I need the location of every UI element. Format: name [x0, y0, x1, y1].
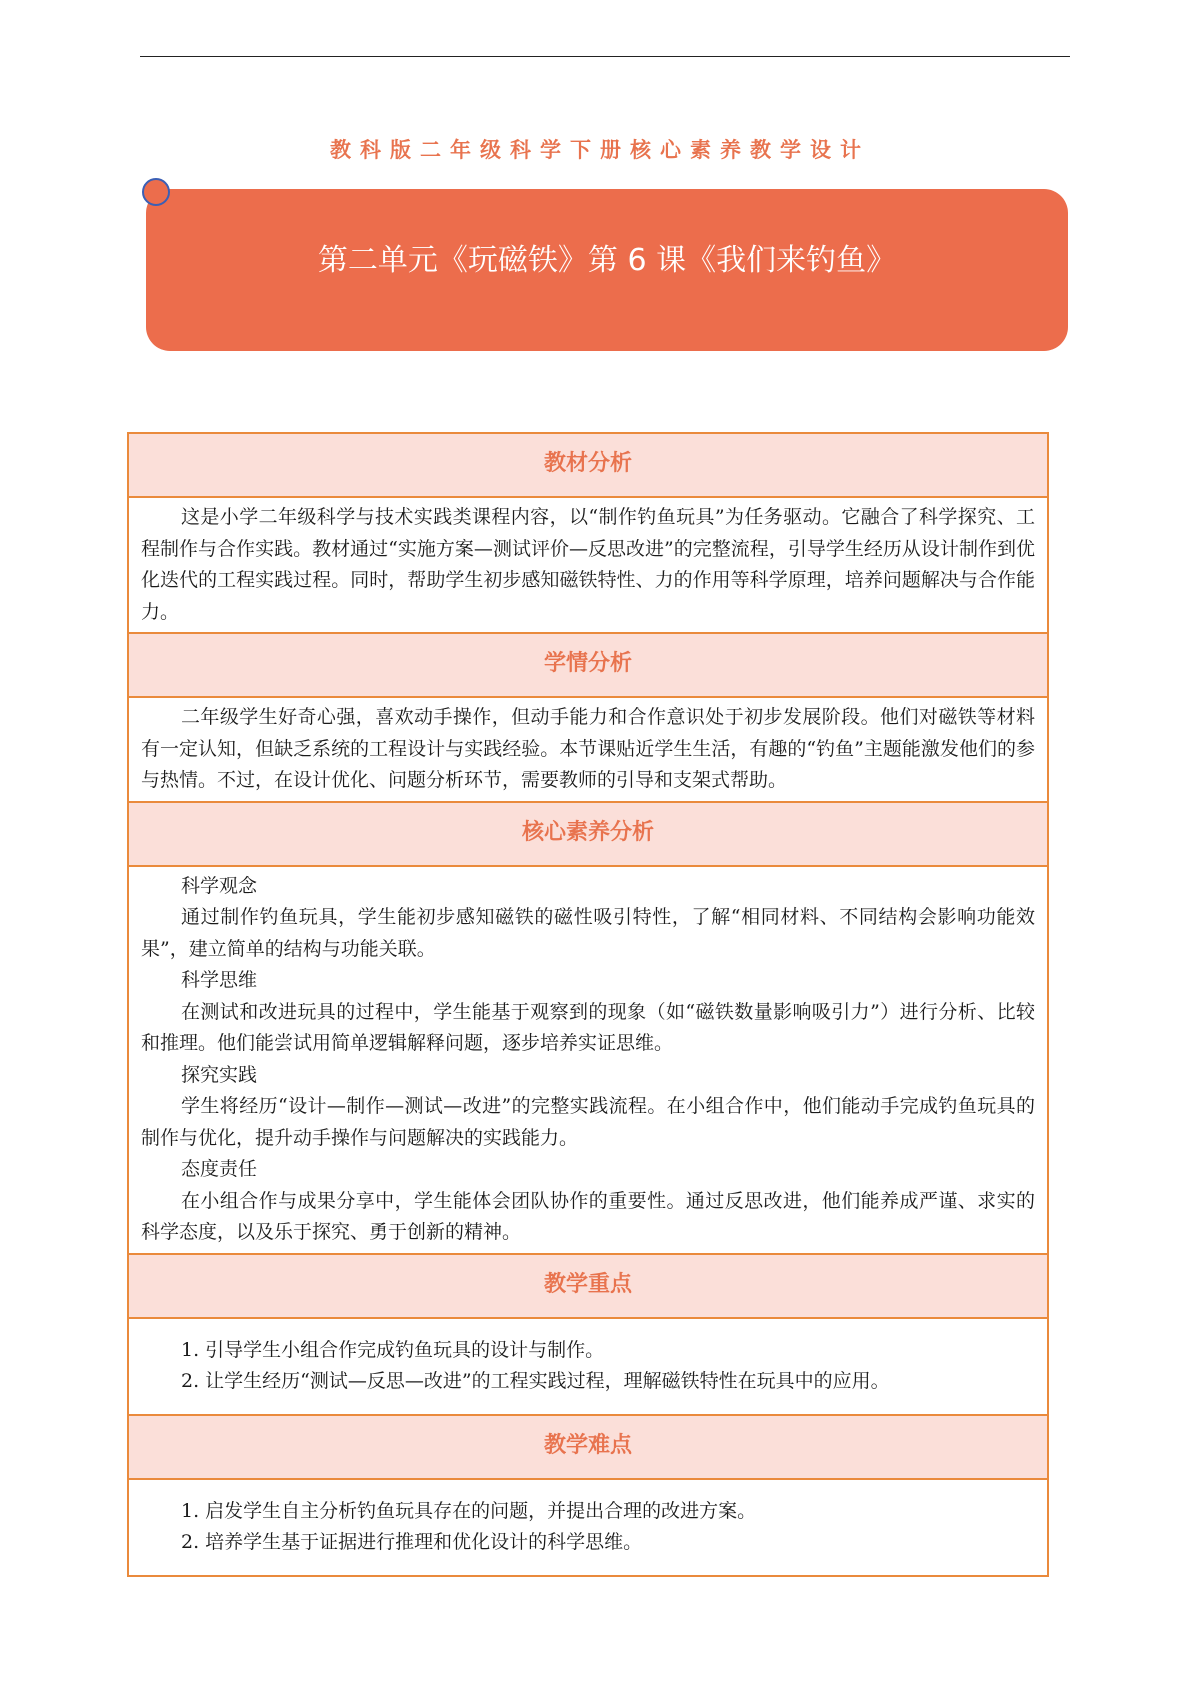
- literacy-subheading: 态度责任: [181, 1158, 258, 1180]
- section-body-students: [129, 698, 1047, 803]
- list-item: 2. 让学生经历“测试—反思—改进”的工程实践过程，理解磁铁特性在玩具中的应用。: [181, 1370, 890, 1392]
- banner-dot-icon: [142, 178, 170, 206]
- section-heading-students: 学情分析: [129, 634, 1047, 698]
- paragraph: 在测试和改进玩具的过程中，学生能基于观察到的现象（如“磁铁数量影响吸引力”）进行分析、比较和推理。他们能尝试用简单逻辑解释问题，逐步培养实证思维。: [141, 1000, 1035, 1054]
- lesson-design-table: [127, 432, 1049, 1577]
- section-body-key-points: [129, 1319, 1047, 1416]
- section-body-difficulties: [129, 1480, 1047, 1575]
- lesson-title: 第二单元《玩磁铁》第 6 课《我们来钓鱼》: [317, 243, 897, 278]
- section-heading-material: 教材分析: [129, 434, 1047, 498]
- paragraph: 二年级学生好奇心强，喜欢动手操作，但动手能力和合作意识处于初步发展阶段。他们对磁铁等材料有一定认知，但缺乏系统的工程设计与实践经验。本节课贴近学生生活，有趣的“钓鱼”主题能激发他们的参与热情。不过，在设计优化、问题分析环节，需要教师的引导和支架式帮助。: [141, 706, 1035, 791]
- difficulties-list: [141, 1496, 1035, 1559]
- section-body-literacy: [129, 867, 1047, 1255]
- section-heading-difficulties: 教学难点: [129, 1416, 1047, 1480]
- lesson-title-banner: [146, 189, 1068, 351]
- list-item: 1. 启发学生自主分析钓鱼玩具存在的问题，并提出合理的改进方案。: [181, 1499, 757, 1522]
- literacy-subheading: 科学思维: [181, 969, 258, 991]
- paragraph: 学生将经历“设计—制作—测试—改进”的完整实践流程。在小组合作中，他们能动手完成钓鱼玩具的制作与优化，提升动手操作与问题解决的实践能力。: [141, 1095, 1035, 1149]
- header-rule: [140, 56, 1070, 57]
- key-points-list: [141, 1335, 1035, 1398]
- section-body-material: [129, 498, 1047, 634]
- list-item: 1. 引导学生小组合作完成钓鱼玩具的设计与制作。: [181, 1338, 605, 1361]
- literacy-subheading: 探究实践: [181, 1063, 258, 1086]
- section-heading-literacy: 核心素养分析: [129, 803, 1047, 867]
- paragraph: 这是小学二年级科学与技术实践类课程内容，以“制作钓鱼玩具”为任务驱动。它融合了科学探究、工程制作与合作实践。教材通过“实施方案—测试评价—反思改进”的完整流程，引导学生经历从设计制作到优化迭代的工程实践过程。同时，帮助学生初步感知磁铁特性、力的作用等科学原理，培养问题解决与合作能力。: [141, 506, 1035, 623]
- list-item: 2. 培养学生基于证据进行推理和优化设计的科学思维。: [181, 1531, 643, 1553]
- paragraph: 通过制作钓鱼玩具，学生能初步感知磁铁的磁性吸引特性，了解“相同材料、不同结构会影响功能效果”，建立简单的结构与功能关联。: [141, 906, 1035, 960]
- section-heading-key-points: 教学重点: [129, 1255, 1047, 1319]
- series-title: 教科版二年级科学下册核心素养教学设计: [330, 138, 870, 162]
- paragraph: 在小组合作与成果分享中，学生能体会团队协作的重要性。通过反思改进，他们能养成严谨、求实的科学态度，以及乐于探究、勇于创新的精神。: [141, 1189, 1035, 1243]
- literacy-subheading: 科学观念: [181, 874, 258, 897]
